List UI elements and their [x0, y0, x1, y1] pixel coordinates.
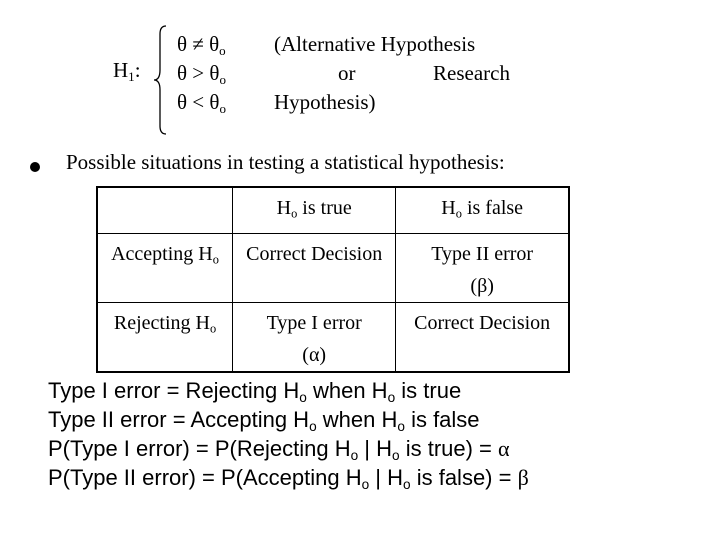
- table-row: [97, 233, 569, 302]
- row-label-rejecting: Rejecting $H_o$: [97, 302, 233, 372]
- definition-prob-type-2: P(Type II error) = P(Accepting $H_o$ | $H_o$ is false) = β: [48, 465, 529, 493]
- cell-reject-true: Type I error (α): [233, 302, 396, 372]
- alternative-greater: $\theta > \theta_o$: [177, 61, 226, 87]
- description-line-2: or Research: [338, 61, 510, 85]
- header-ho-true: $H_o$ is true: [233, 187, 396, 233]
- description-line-3: Hypothesis): [274, 90, 376, 114]
- h1-label: [113, 58, 141, 83]
- decision-table: [96, 186, 570, 373]
- row-label-accepting: Accepting $H_o$: [97, 233, 233, 302]
- bullet-text: Possible situations in testing a statistical hypothesis:: [66, 150, 505, 174]
- header-ho-false: $H_o$ is false: [396, 187, 569, 233]
- h1-subscript: 1: [128, 68, 135, 84]
- left-brace-icon: [152, 24, 168, 136]
- table-row: [97, 302, 569, 372]
- cell-reject-false: Correct Decision: [396, 302, 569, 372]
- alternative-list: [177, 30, 226, 117]
- cell-accept-false: Type II error (β): [396, 233, 569, 302]
- definitions: [48, 376, 529, 492]
- h1-colon: :: [134, 58, 141, 82]
- h1-letter: H: [113, 58, 129, 82]
- description-line-1: (Alternative Hypothesis: [274, 32, 476, 56]
- definition-type-1: Type I error = Rejecting $H_o$ when $H_o$ is true: [48, 378, 462, 406]
- cell-accept-true: Correct Decision: [233, 233, 396, 302]
- alternative-not-equal: $\theta \ne \theta_o$: [177, 32, 226, 58]
- bullet-icon: [30, 162, 40, 172]
- table-header-row: [97, 187, 569, 233]
- alternative-less: $\theta < \theta_o$: [177, 90, 226, 116]
- alternative-description: [274, 30, 510, 117]
- definition-type-2: Type II error = Accepting $H_o$ when $H_o$ is false: [48, 407, 480, 435]
- table-corner-cell: [97, 187, 233, 233]
- definition-prob-type-1: P(Type I error) = P(Rejecting $H_o$ | $H_o$ is true) = α: [48, 436, 510, 464]
